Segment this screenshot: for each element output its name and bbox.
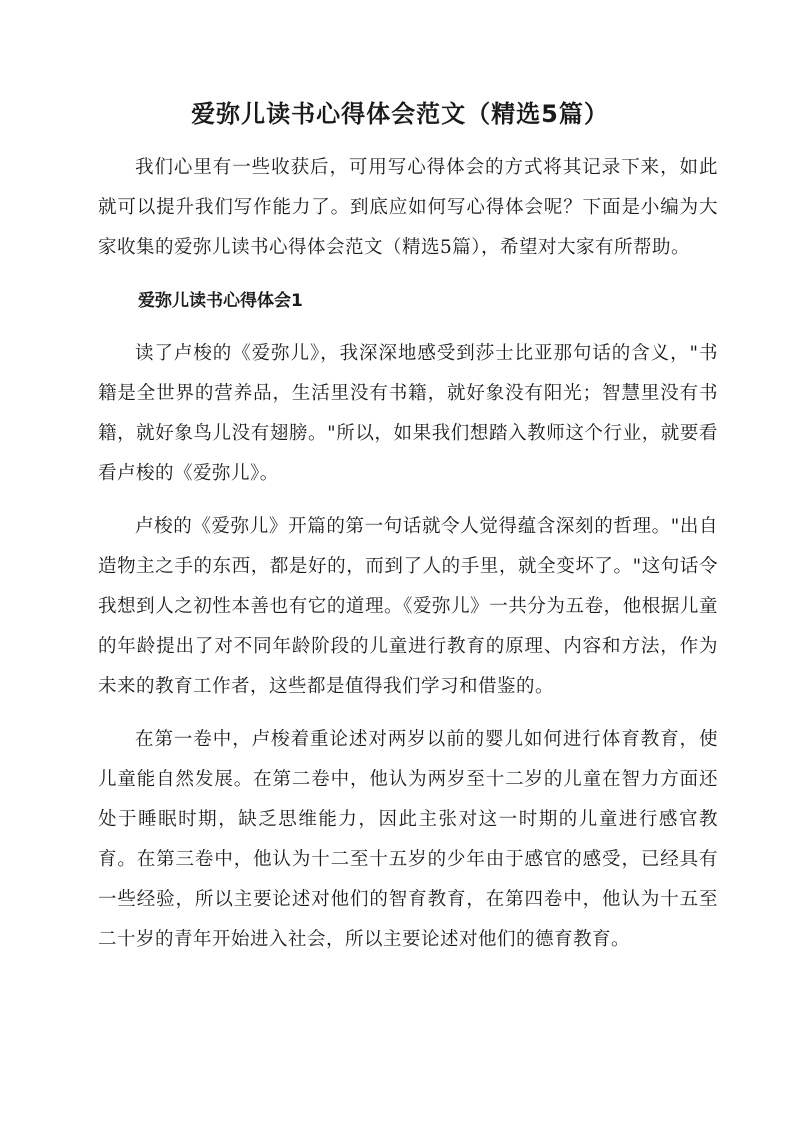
body-paragraph-1: 读了卢梭的《爱弥儿》，我深深地感受到莎士比亚那句话的含义，"书籍是全世界的营养品，生活里没有书籍，就好象没有阳光；智慧里没有书籍，就好象鸟儿没有翅膀。"所以，如果我们想踏入教师这个行业，就要看看卢梭的《爱弥儿》。: [98, 343, 718, 484]
document-body: [98, 148, 718, 973]
section-heading: 爱弥儿读书心得体会1: [138, 291, 303, 311]
intro-paragraph: 我们心里有一些收获后，可用写心得体会的方式将其记录下来，如此就可以提升我们写作能力了。到底应如何写心得体会呢？下面是小编为大家收集的爱弥儿读书心得体会范文（精选5篇），希望对大家有所帮助。: [98, 157, 718, 258]
document-title: 爱弥儿读书心得体会范文（精选5篇）: [191, 100, 609, 128]
body-paragraph-3: 在第一卷中，卢梭着重论述对两岁以前的婴儿如何进行体育教育，使儿童能自然发展。在第二卷中，他认为两岁至十二岁的儿童在智力方面还处于睡眠时期，缺乏思维能力，因此主张对这一时期的儿童进行感官教育。在第三卷中，他认为十二至十五岁的少年由于感官的感受，已经具有一些经验，所以主要论述对他们的智育教育，在第四卷中，他认为十五至二十岁的青年开始进入社会，所以主要论述对他们的德育教育。: [98, 729, 718, 950]
body-paragraph-2: 卢梭的《爱弥儿》开篇的第一句话就令人觉得蕴含深刻的哲理。"出自造物主之手的东西，都是好的，而到了人的手里，就全变坏了。"这句话令我想到人之初性本善也有它的道理。《爱弥儿》一共分为五卷，他根据儿童的年龄提出了对不同年龄阶段的儿童进行教育的原理、内容和方法，作为未来的教育工作者，这些都是值得我们学习和借鉴的。: [98, 516, 718, 697]
